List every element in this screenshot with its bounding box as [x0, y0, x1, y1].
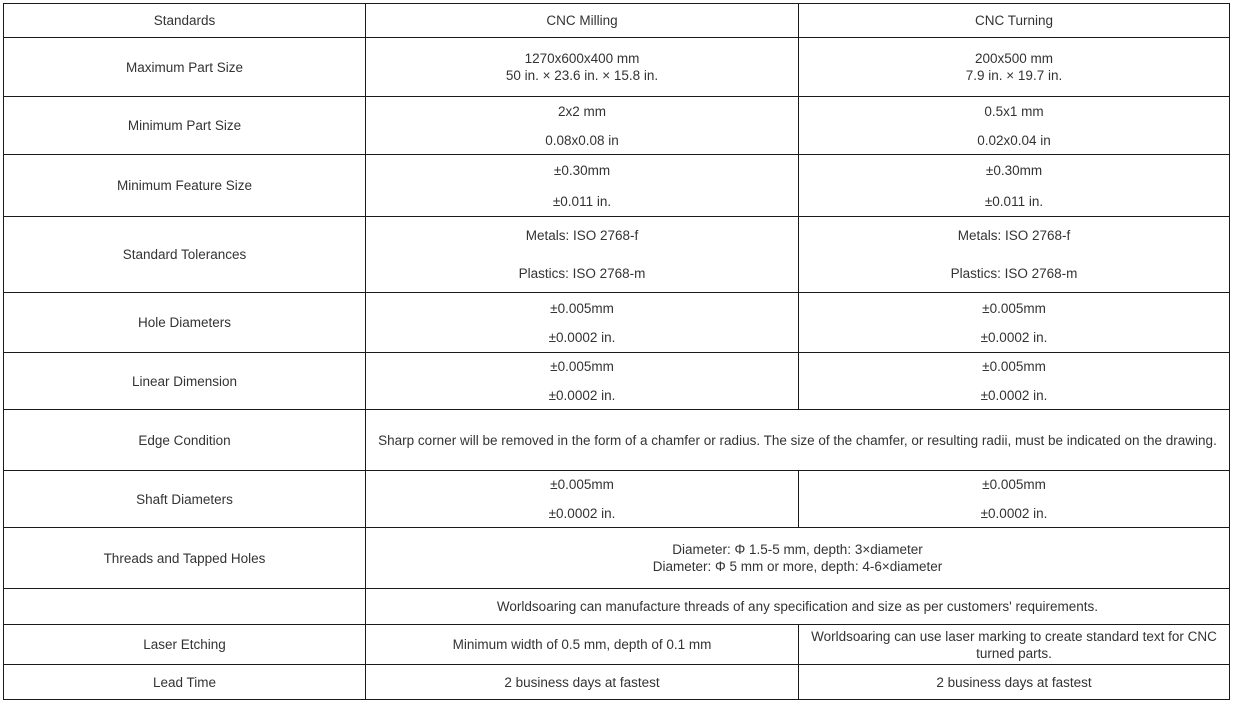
milling-value: 2 business days at fastest: [366, 665, 799, 700]
table-row-standard-tolerances: [4, 217, 1230, 293]
value-line: Plastics: ISO 2768-m: [518, 266, 646, 281]
turning-value: [799, 217, 1230, 293]
row-label: Shaft Diameters: [4, 471, 366, 528]
row-label: Linear Dimension: [4, 353, 366, 410]
milling-value: [366, 353, 799, 410]
table-row-threads: [4, 528, 1230, 589]
table-row-shaft-diameters: [4, 471, 1230, 528]
turning-value: [799, 155, 1230, 217]
value-line: Diameter: Φ 5 mm or more, depth: 4-6×diameter: [652, 559, 943, 574]
value-line: 0.5x1 mm: [984, 103, 1044, 119]
row-label: Laser Etching: [4, 625, 366, 665]
value-line: Diameter: Φ 1.5-5 mm, depth: 3×diameter: [672, 542, 923, 557]
value-line: ±0.005mm: [982, 300, 1046, 316]
table-row-hole-diameters: [4, 293, 1230, 353]
value-line: ±0.30mm: [553, 162, 611, 178]
turning-value: [799, 97, 1230, 155]
table-row-min-feature-size: [4, 155, 1230, 217]
value-line: ±0.0002 in.: [980, 506, 1048, 521]
table-row-min-part-size: [4, 97, 1230, 155]
value-line: ±0.0002 in.: [548, 506, 616, 521]
table-row-laser-etching: [4, 625, 1230, 665]
value-line: 2x2 mm: [557, 103, 606, 119]
row-label: Edge Condition: [4, 410, 366, 471]
row-label: Standard Tolerances: [4, 217, 366, 293]
value-line: ±0.30mm: [985, 162, 1043, 178]
header-standards: Standards: [4, 4, 366, 38]
table-row-linear-dimension: [4, 353, 1230, 410]
milling-value: [366, 97, 799, 155]
table-header-row: [4, 4, 1230, 38]
value-line: ±0.005mm: [550, 477, 614, 492]
turning-value: [799, 353, 1230, 410]
row-label: Threads and Tapped Holes: [4, 528, 366, 589]
turning-value: 2 business days at fastest: [799, 665, 1230, 700]
milling-value: [366, 471, 799, 528]
table-row-lead-time: [4, 665, 1230, 700]
value-line: Metals: ISO 2768-f: [525, 228, 639, 243]
header-cnc-turning: CNC Turning: [799, 4, 1230, 38]
cnc-standards-table: [3, 3, 1230, 700]
row-label: Lead Time: [4, 665, 366, 700]
row-label: Hole Diameters: [4, 293, 366, 353]
value-line: ±0.005mm: [550, 359, 614, 374]
milling-value: Minimum width of 0.5 mm, depth of 0.1 mm: [366, 625, 799, 665]
combined-value: Worldsoaring can manufacture threads of any specification and size as per customers' requirements.: [366, 589, 1230, 625]
table-row-threads-note: [4, 589, 1230, 625]
row-label: [4, 589, 366, 625]
value-line: ±0.0002 in.: [980, 329, 1048, 345]
value-line: 1270x600x400 mm: [524, 51, 640, 66]
turning-value: [799, 38, 1230, 97]
header-cnc-milling: CNC Milling: [366, 4, 799, 38]
value-line: ±0.005mm: [982, 477, 1046, 492]
milling-value: [366, 293, 799, 353]
value-line: Plastics: ISO 2768-m: [950, 266, 1078, 281]
value-line: ±0.0002 in.: [548, 329, 616, 345]
value-line: 50 in. × 23.6 in. × 15.8 in.: [505, 68, 659, 83]
value-line: ±0.0002 in.: [548, 388, 616, 403]
value-line: ±0.005mm: [982, 359, 1046, 374]
row-label: Maximum Part Size: [4, 38, 366, 97]
row-label: Minimum Part Size: [4, 97, 366, 155]
value-line: 200x500 mm: [974, 51, 1054, 66]
milling-value: [366, 155, 799, 217]
value-line: 0.08x0.08 in: [545, 132, 619, 148]
combined-value: [366, 528, 1230, 589]
value-line: 0.02x0.04 in: [977, 132, 1051, 148]
milling-value: [366, 38, 799, 97]
turning-value: [799, 293, 1230, 353]
value-line: ±0.0002 in.: [980, 388, 1048, 403]
value-line: 7.9 in. × 19.7 in.: [965, 68, 1063, 83]
milling-value: [366, 217, 799, 293]
value-line: ±0.005mm: [550, 300, 614, 316]
turning-value: Worldsoaring can use laser marking to create standard text for CNC turned parts.: [799, 625, 1230, 665]
table-row-edge-condition: [4, 410, 1230, 471]
value-line: Metals: ISO 2768-f: [957, 228, 1071, 243]
turning-value: [799, 471, 1230, 528]
value-line: ±0.011 in.: [552, 193, 612, 209]
combined-value: Sharp corner will be removed in the form of a chamfer or radius. The size of the chamfer, or resulting radii, must be indicated on the drawing.: [366, 410, 1230, 471]
value-line: ±0.011 in.: [984, 193, 1044, 209]
table-row-max-part-size: [4, 38, 1230, 97]
row-label: Minimum Feature Size: [4, 155, 366, 217]
